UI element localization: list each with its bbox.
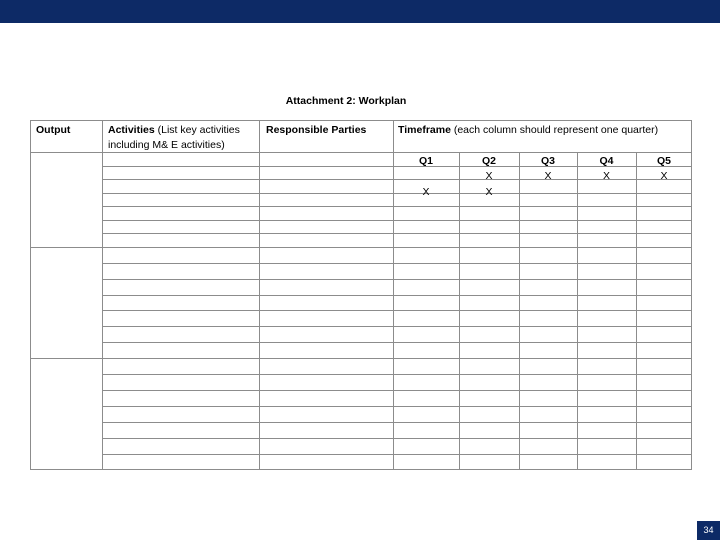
- header-activities-rest: (List key activities: [157, 124, 240, 136]
- schedule-mark: X: [602, 170, 611, 182]
- header-timeframe-bold: Timeframe: [398, 124, 451, 136]
- slide-number: 34: [697, 521, 720, 540]
- header-timeframe: [398, 124, 658, 136]
- quarter-label-q4: Q4: [599, 155, 614, 167]
- page-title: Attachment 2: Workplan: [285, 95, 407, 107]
- quarter-label-q5: Q5: [656, 155, 672, 167]
- schedule-mark: X: [544, 170, 552, 182]
- header-responsible: Responsible Parties: [266, 124, 367, 136]
- header-activities-line2: including M& E activities): [108, 139, 225, 151]
- header-timeframe-rest: (each column should represent one quarter): [453, 124, 659, 136]
- quarter-label-q2: Q2: [481, 155, 497, 167]
- header-output: Output: [36, 124, 71, 136]
- header-activities-bold: Activities: [108, 124, 155, 136]
- quarter-labels: [419, 155, 671, 167]
- workplan-table: [30, 120, 692, 470]
- header-activities: [108, 124, 240, 136]
- schedule-mark: X: [660, 170, 668, 182]
- top-banner: [0, 0, 720, 23]
- quarter-label-q3: Q3: [540, 155, 556, 167]
- schedule-mark: X: [422, 186, 430, 198]
- schedule-mark: X: [485, 170, 493, 182]
- schedule-mark: X: [485, 186, 493, 198]
- quarter-label-q1: Q1: [418, 155, 434, 167]
- table-grid: [30, 120, 692, 470]
